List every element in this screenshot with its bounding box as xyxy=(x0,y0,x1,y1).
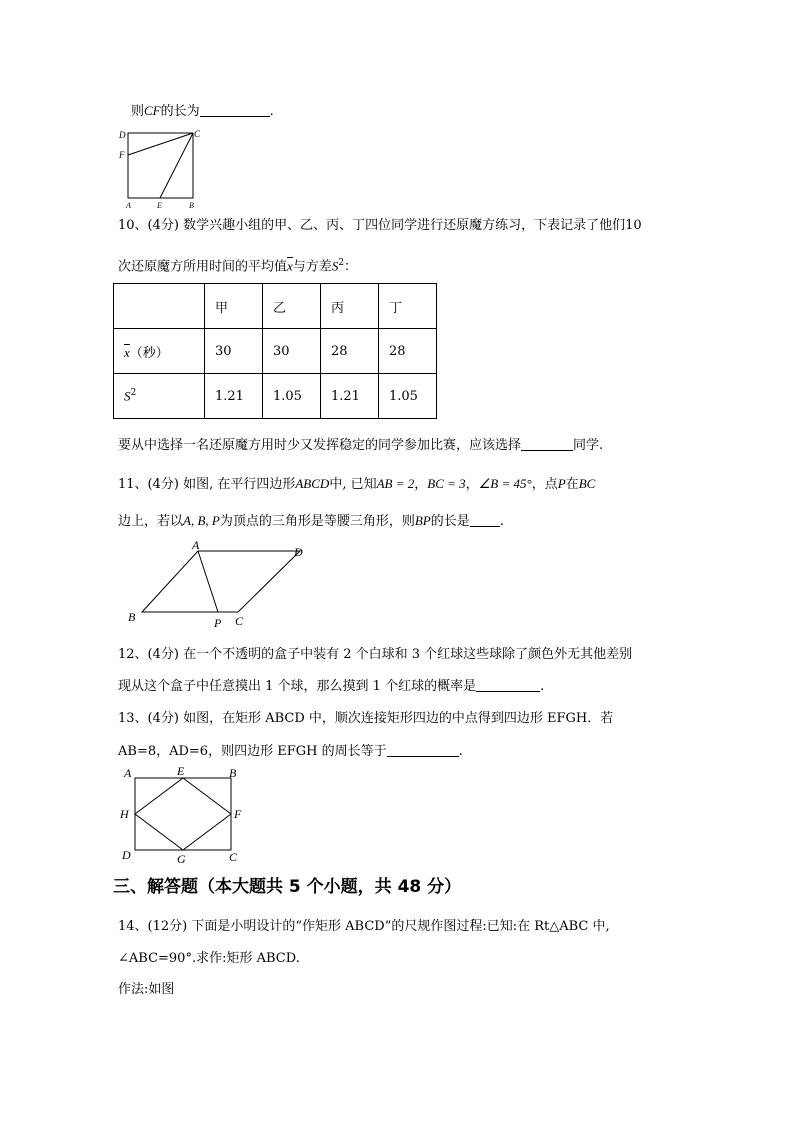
label-e: E xyxy=(177,764,185,778)
header-jia: 甲 xyxy=(205,284,263,329)
variance-s: S xyxy=(124,388,131,404)
q11-p3: ， xyxy=(414,477,428,492)
q11-line1 xyxy=(118,476,595,493)
rectangle-abcd xyxy=(135,778,231,850)
label-d: D xyxy=(294,545,303,559)
mean-jia: 30 xyxy=(205,329,263,374)
header-yi: 乙 xyxy=(263,284,321,329)
q11-p1: 11、(4分) 如图, 在平行四边形 xyxy=(118,477,296,492)
variance-bing: 1.21 xyxy=(321,374,379,419)
q9-var-cf: CF xyxy=(144,103,161,118)
q11-l2b: 为顶点的三角形是等腰三角形，则 xyxy=(219,514,415,529)
label-a: A xyxy=(124,766,132,780)
row-variance-label xyxy=(114,374,205,419)
variance-sup: 2 xyxy=(130,387,137,398)
q14-line2: ∠ABC=90°.求作:矩形 ABCD. xyxy=(118,951,300,966)
label-d: D xyxy=(122,848,131,862)
q9-suffix: 的长为 xyxy=(160,104,200,119)
q13-rectangle-figure xyxy=(115,763,250,867)
quadrilateral-efgh xyxy=(135,778,231,850)
q12-answer-blank[interactable] xyxy=(476,691,540,692)
mean-yi: 30 xyxy=(263,329,321,374)
row-mean-label xyxy=(114,329,205,374)
variance-yi: 1.05 xyxy=(263,374,321,419)
mean-ding: 28 xyxy=(379,329,437,374)
q11-p6: 在 xyxy=(565,477,579,492)
label-f: F xyxy=(119,150,125,160)
label-h: H xyxy=(120,807,129,821)
q11-p5: ，点 xyxy=(531,477,558,492)
q11-bc: BC = 3 xyxy=(427,476,466,491)
label-f: F xyxy=(234,807,242,821)
q10-s: S xyxy=(331,258,339,274)
mean-unit: （秒） xyxy=(129,345,169,361)
q11-l2a: 边上，若以 xyxy=(118,514,184,529)
table-row-mean xyxy=(114,329,437,374)
q11-bc2: BC xyxy=(578,476,596,491)
q13-line1: 13、(4分) 如图，在矩形 ABCD 中，顺次连接矩形四边的中点得到四边形 EFGH．若 xyxy=(118,711,614,726)
label-c: C xyxy=(194,129,201,139)
q11-ab: AB = 2 xyxy=(376,476,415,491)
section-three-heading: 三、解答题（本大题共 5 个小题，共 48 分） xyxy=(113,877,462,897)
q10-line2-end: ： xyxy=(344,259,358,275)
label-g: G xyxy=(177,852,186,866)
q11-l2end: . xyxy=(499,514,504,529)
label-b: B xyxy=(189,201,194,209)
q11-angle: ∠B = 45° xyxy=(478,476,532,491)
q12-line1: 12、(4分) 在一个不透明的盒子中装有 2 个白球和 3 个红球这些球除了颜色外无其他差别 xyxy=(118,647,633,662)
q13-line2-text: AB=8，AD=6，则四边形 EFGH 的周长等于 xyxy=(118,744,387,759)
segment-ap xyxy=(198,551,218,612)
q9-square-figure xyxy=(115,127,205,209)
label-d: D xyxy=(119,130,126,140)
label-b: B xyxy=(128,610,136,624)
q13-answer-blank[interactable] xyxy=(387,756,459,757)
label-p: P xyxy=(214,616,222,630)
q11-l2c: 的长是 xyxy=(430,514,470,529)
q10-line2-b: 与方差 xyxy=(292,259,332,275)
parallelogram-abcd xyxy=(142,551,300,612)
q11-bp: BP xyxy=(414,513,431,528)
table-row-variance xyxy=(114,374,437,419)
q14-line1: 14、(12分) 下面是小明设计的“作矩形 ABCD”的尺规作图过程:已知:在 Rt△ABC 中, xyxy=(118,919,610,934)
header-ding: 丁 xyxy=(379,284,437,329)
q14-line3: 作法:如图 xyxy=(118,982,175,997)
square-abcd xyxy=(128,133,193,198)
label-c: C xyxy=(229,850,238,864)
q10-table xyxy=(113,283,437,419)
header-bing: 丙 xyxy=(321,284,379,329)
label-a: A xyxy=(192,540,200,552)
q10-line2 xyxy=(118,255,357,275)
q13-line2 xyxy=(118,744,463,760)
q11-answer-blank[interactable] xyxy=(470,526,500,527)
q10-line3 xyxy=(118,438,603,454)
label-e: E xyxy=(157,201,162,209)
variance-jia: 1.21 xyxy=(205,374,263,419)
q10-line3-end: 同学. xyxy=(573,438,604,453)
mean-x: $\overline{x}$ xyxy=(124,344,130,360)
q11-p2: 中, 已知 xyxy=(329,477,377,492)
q10-line1: 10、(4分) 数学兴趣小组的甲、乙、丙、丁四位同学进行还原魔方练习，下表记录了他们10 xyxy=(118,218,642,233)
q12-line2 xyxy=(118,679,544,695)
q13-end: . xyxy=(458,744,463,759)
q10-line2-a: 次还原魔方所用时间的平均值 xyxy=(118,259,288,275)
q11-line2 xyxy=(118,513,504,530)
label-a: A xyxy=(126,201,131,209)
variance-ding: 1.05 xyxy=(379,374,437,419)
mean-bing: 28 xyxy=(321,329,379,374)
q9-answer-blank[interactable] xyxy=(200,116,270,117)
q10-line3-text: 要从中选择一名还原魔方用时少又发挥稳定的同学参加比赛，应该选择 xyxy=(118,438,522,453)
q12-line2-text: 现从这个盒子中任意摸出 1 个球，那么摸到 1 个红球的概率是 xyxy=(118,679,477,694)
q11-p4: ， xyxy=(465,477,479,492)
q11-parallelogram-figure xyxy=(122,540,322,630)
table-corner xyxy=(114,284,205,329)
table-header-row xyxy=(114,284,437,329)
q10-answer-blank[interactable] xyxy=(521,450,573,451)
q9-end: . xyxy=(269,104,274,119)
q12-end: . xyxy=(540,679,545,694)
q11-abcd: ABCD xyxy=(295,476,330,491)
q9-answer-line xyxy=(131,103,274,120)
q10-xbar: $\overline{x}$ xyxy=(287,258,293,274)
q11-abp: A, B, P xyxy=(183,513,220,528)
q9-prefix: 则 xyxy=(131,104,145,119)
label-c: C xyxy=(235,614,244,628)
label-b: B xyxy=(229,766,237,780)
q11-point-p: P xyxy=(557,476,566,491)
q10-s-sup: 2 xyxy=(338,258,345,268)
